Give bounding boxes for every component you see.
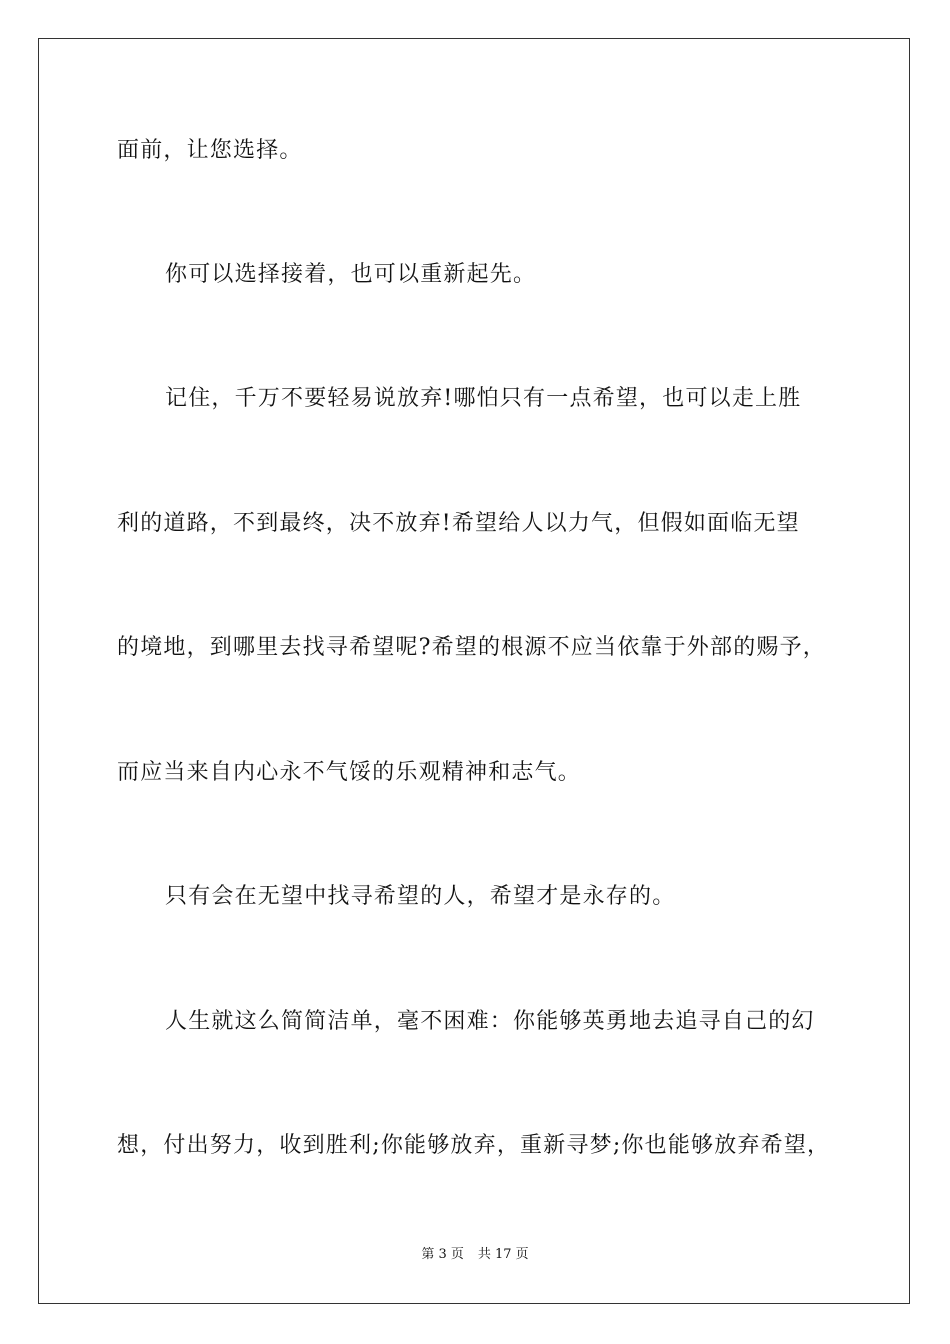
page-border — [38, 38, 910, 1304]
text-line-1: 面前，让您选择。 — [117, 138, 303, 163]
total-pages: 共 17 页 — [477, 1247, 529, 1262]
text-line-5: 的境地，到哪里去找寻希望呢?希望的根源不应当依靠于外部的赐予， — [117, 635, 826, 660]
text-line-2: 你可以选择接着，也可以重新起先。 — [165, 262, 537, 287]
text-line-6: 而应当来自内心永不气馁的乐观精神和志气。 — [117, 760, 582, 785]
text-line-3: 记住，千万不要轻易说放弃!哪怕只有一点希望，也可以走上胜 — [165, 386, 802, 411]
text-line-9: 想，付出努力，收到胜利;你能够放弃，重新寻梦;你也能够放弃希望， — [117, 1133, 831, 1158]
page-footer — [0, 1246, 950, 1264]
text-line-8: 人生就这么简简洁单，毫不困难：你能够英勇地去追寻自己的幻 — [165, 1009, 815, 1034]
page-number: 第 3 页 — [421, 1247, 464, 1262]
text-line-7: 只有会在无望中找寻希望的人，希望才是永存的。 — [165, 884, 676, 909]
text-line-4: 利的道路，不到最终，决不放弃!希望给人以力气，但假如面临无望 — [117, 511, 800, 536]
